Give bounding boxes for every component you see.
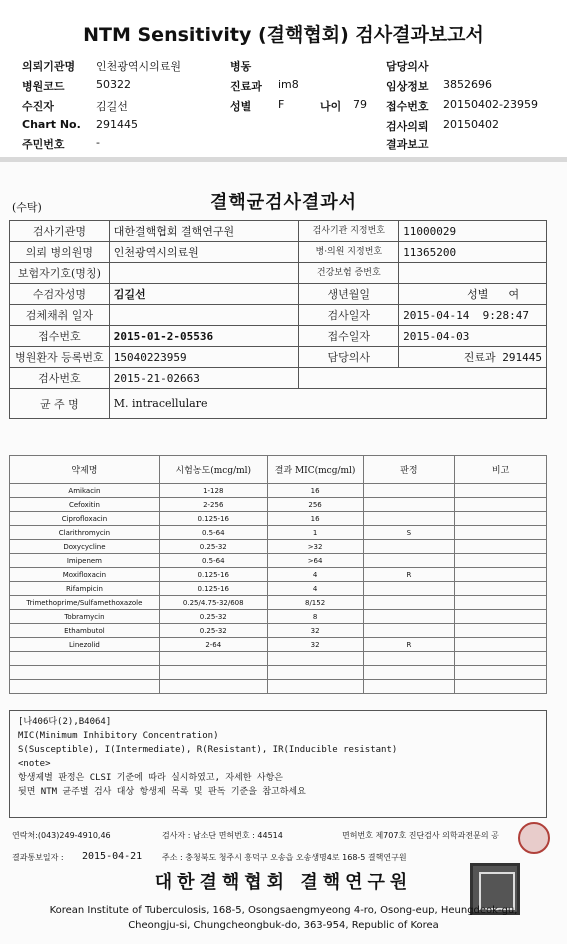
insur-value	[109, 263, 299, 284]
drug-remark	[455, 540, 547, 554]
test-date-label: 검사일자	[299, 305, 399, 326]
health-no-value	[399, 263, 547, 284]
col-drug: 약제명	[10, 456, 160, 484]
drug-name: Doxycycline	[10, 540, 160, 554]
patient-label: 수진자	[22, 100, 54, 113]
col-mic: 결과 MIC(mcg/ml)	[267, 456, 363, 484]
receipt-label: 접수번호	[386, 100, 429, 113]
drug-conc: 2-64	[159, 638, 267, 652]
drug-name: Ciprofloxacin	[10, 512, 160, 526]
dept-label: 진료과	[230, 80, 262, 93]
name-label: 수검자성명	[10, 284, 110, 305]
inst-no-value: 11000029	[399, 221, 547, 242]
drug-judge: S	[363, 526, 455, 540]
drug-mic: 16	[267, 512, 363, 526]
drug-mic: 4	[267, 582, 363, 596]
dept-value: 291445	[502, 351, 542, 364]
doctor-label: 담당의사	[386, 60, 429, 73]
col-conc: 시험농도(mcg/ml)	[159, 456, 267, 484]
dept-value: im8	[278, 78, 299, 91]
table-row	[10, 526, 547, 540]
recv-no-label: 접수번호	[10, 326, 110, 347]
note-line: S(Susceptible), I(Intermediate), R(Resistant), IR(Inducible resistant)	[18, 745, 398, 755]
req-date-label: 검사의뢰	[386, 120, 429, 133]
table-row	[10, 610, 547, 624]
report-title: NTM Sensitivity (결핵협회) 검사결과보고서	[83, 24, 484, 46]
drug-mic: 32	[267, 638, 363, 652]
drug-judge	[363, 610, 455, 624]
drug-name: Trimethoprime/Sulfamethoxazole	[10, 596, 160, 610]
drug-conc: 0.125-16	[159, 512, 267, 526]
table-row	[10, 568, 547, 582]
hosp-no-label: 병·의원 지정번호	[299, 242, 399, 263]
drug-judge	[363, 554, 455, 568]
approver: 면허번호 제707호 진단검사 의학과전문의 공	[342, 831, 499, 840]
drug-judge	[363, 582, 455, 596]
clinical-label: 임상정보	[386, 80, 429, 93]
report-meta	[0, 56, 567, 152]
drug-remark	[455, 554, 547, 568]
dept-label: 진료과	[463, 351, 496, 364]
drug-mic: 32	[267, 624, 363, 638]
approver-seal-icon	[518, 822, 550, 854]
drug-remark	[455, 610, 547, 624]
col-judge: 판정	[363, 456, 455, 484]
reg-no-label: 병원환자 등록번호	[10, 347, 110, 368]
drug-name: Amikacin	[10, 484, 160, 498]
suntak-label: (수탁)	[12, 201, 42, 214]
address-ko: 주소 : 충청북도 청주시 흥덕구 오송읍 오송생명4로 168-5 결핵연구원	[162, 853, 407, 862]
table-row	[10, 512, 547, 526]
report-date-value: 2015-04-21	[82, 851, 143, 862]
notes-box	[9, 710, 547, 818]
drug-conc: 2-256	[159, 498, 267, 512]
col-remark: 비고	[455, 456, 547, 484]
contact: 연락처:(043)249-4910,46	[12, 831, 111, 840]
note-line: [나406다(2),B4064]	[18, 717, 112, 727]
drug-conc: 0.25/4.75-32/608	[159, 596, 267, 610]
table-row	[10, 498, 547, 512]
examiner: 검사자 : 남소단 면허번호 : 44514	[162, 831, 283, 840]
req-org-label: 의뢰기관명	[22, 60, 76, 73]
note-line: 뒷면 NTM 균주별 검사 대상 항생제 목록 및 판독 기준을 참고하세요	[18, 787, 306, 797]
ward-label: 병동	[230, 60, 252, 73]
recv-date-value: 2015-04-03	[399, 326, 547, 347]
table-row	[10, 582, 547, 596]
drug-conc: 0.5-64	[159, 526, 267, 540]
sex-value: 여	[508, 288, 520, 301]
table-row-empty	[10, 666, 547, 680]
drug-judge: R	[363, 568, 455, 582]
drug-remark	[455, 596, 547, 610]
drug-conc: 0.125-16	[159, 568, 267, 582]
drug-judge	[363, 484, 455, 498]
table-row	[10, 638, 547, 652]
drug-judge	[363, 498, 455, 512]
reg-no-value: 15040223959	[109, 347, 299, 368]
resid-label: 주민번호	[22, 138, 65, 151]
drug-remark	[455, 512, 547, 526]
drug-remark	[455, 638, 547, 652]
drug-mic: 8	[267, 610, 363, 624]
note-line: 항생제별 판정은 CLSI 기준에 따라 실시하였고, 자세한 사항은	[18, 773, 283, 783]
req-org-value: 인천광역시의료원	[96, 60, 182, 73]
table-row	[10, 554, 547, 568]
req-date-value: 20150402	[443, 118, 499, 131]
drug-judge	[363, 596, 455, 610]
report-label: 결과보고	[386, 138, 429, 151]
species-value: M. intracellulare	[109, 389, 546, 419]
resid-value: -	[96, 136, 100, 149]
drug-conc: 0.5-64	[159, 554, 267, 568]
drug-mic: 256	[267, 498, 363, 512]
table-row	[10, 484, 547, 498]
info-table	[9, 220, 547, 419]
exam-no-blank	[299, 368, 547, 389]
exam-no-value: 2015-21-02663	[109, 368, 299, 389]
drug-mic: 8/152	[267, 596, 363, 610]
table-row	[10, 540, 547, 554]
req-hosp-label: 의뢰 병의원명	[10, 242, 110, 263]
name-value: 김길선	[109, 284, 299, 305]
drug-name: Rifampicin	[10, 582, 160, 596]
drug-remark	[455, 498, 547, 512]
drug-name: Cefoxitin	[10, 498, 160, 512]
sex-label: 성별	[230, 100, 252, 113]
drug-mic: 1	[267, 526, 363, 540]
inst-label: 검사기관명	[10, 221, 110, 242]
sex-cell	[399, 284, 547, 305]
table-row-empty	[10, 680, 547, 694]
receipt-value: 20150402-23959	[443, 98, 538, 111]
hosp-code-value: 50322	[96, 78, 131, 91]
test-time-value: 9:28:47	[482, 308, 530, 322]
drug-remark	[455, 526, 547, 540]
drug-mic: 16	[267, 484, 363, 498]
dept-cell	[399, 347, 547, 368]
table-row	[10, 624, 547, 638]
health-no-label: 건강보험 증번호	[299, 263, 399, 284]
note-line: <note>	[18, 759, 51, 769]
note-line: MIC(Minimum Inhibitory Concentration)	[18, 731, 219, 741]
sex-label: 성별	[467, 288, 489, 301]
chart-value: 291445	[96, 118, 138, 131]
institute-name: 대한결핵협회 결핵연구원	[154, 872, 413, 893]
req-hosp-value: 인천광역시의료원	[109, 242, 299, 263]
drug-judge	[363, 512, 455, 526]
species-label: 균 주 명	[10, 389, 110, 419]
collect-value	[109, 305, 299, 326]
drug-remark	[455, 582, 547, 596]
hosp-code-label: 병원코드	[22, 80, 65, 93]
drug-name: Imipenem	[10, 554, 160, 568]
drug-judge	[363, 624, 455, 638]
drug-name: Linezolid	[10, 638, 160, 652]
table-row-empty	[10, 652, 547, 666]
drug-name: Ethambutol	[10, 624, 160, 638]
collect-label: 검체채취 일자	[10, 305, 110, 326]
table-row	[10, 596, 547, 610]
inst-value: 대한결핵협회 결핵연구원	[109, 221, 299, 242]
patient-value: 김길선	[96, 100, 128, 113]
insur-label: 보험자기호(명칭)	[10, 263, 110, 284]
document-title: 결핵균검사결과서	[209, 192, 358, 213]
exam-no-label: 검사번호	[10, 368, 110, 389]
drug-conc: 0.125-16	[159, 582, 267, 596]
drug-mic: >64	[267, 554, 363, 568]
inst-no-label: 검사기관 지정번호	[299, 221, 399, 242]
drug-remark	[455, 568, 547, 582]
drug-name: Clarithromycin	[10, 526, 160, 540]
report-date-label: 결과통보일자 :	[12, 853, 64, 862]
age-value: 79	[353, 98, 367, 111]
sex-value: F	[278, 98, 285, 111]
drug-name: Moxifloxacin	[10, 568, 160, 582]
hosp-no-value: 11365200	[399, 242, 547, 263]
drug-conc: 1-128	[159, 484, 267, 498]
drug-conc: 0.25-32	[159, 540, 267, 554]
drug-judge	[363, 540, 455, 554]
address-en-2: Cheongju-si, Chungcheongbuk-do, 363-954, Republic of Korea	[128, 920, 439, 931]
drug-mic: >32	[267, 540, 363, 554]
test-date-value: 2015-04-14	[403, 308, 470, 322]
drug-rows	[10, 484, 547, 694]
drug-conc: 0.25-32	[159, 624, 267, 638]
drug-name: Tobramycin	[10, 610, 160, 624]
clinical-value: 3852696	[443, 78, 492, 91]
drug-mic: 4	[267, 568, 363, 582]
drug-judge: R	[363, 638, 455, 652]
recv-no-value: 2015-01-2-05536	[109, 326, 299, 347]
doctor-label: 담당의사	[299, 347, 399, 368]
drug-table	[9, 455, 547, 694]
chart-label: Chart No.	[22, 118, 81, 131]
drug-remark	[455, 484, 547, 498]
drug-remark	[455, 624, 547, 638]
address-en-1: Korean Institute of Tuberculosis, 168-5, Osongsaengmyeong 4-ro, Osong-eup, Heungdeok-gu,	[49, 905, 518, 916]
drug-conc: 0.25-32	[159, 610, 267, 624]
age-label: 나이	[320, 100, 342, 113]
recv-date-label: 접수일자	[299, 326, 399, 347]
test-date-cell	[399, 305, 547, 326]
birth-label: 생년월일	[299, 284, 399, 305]
